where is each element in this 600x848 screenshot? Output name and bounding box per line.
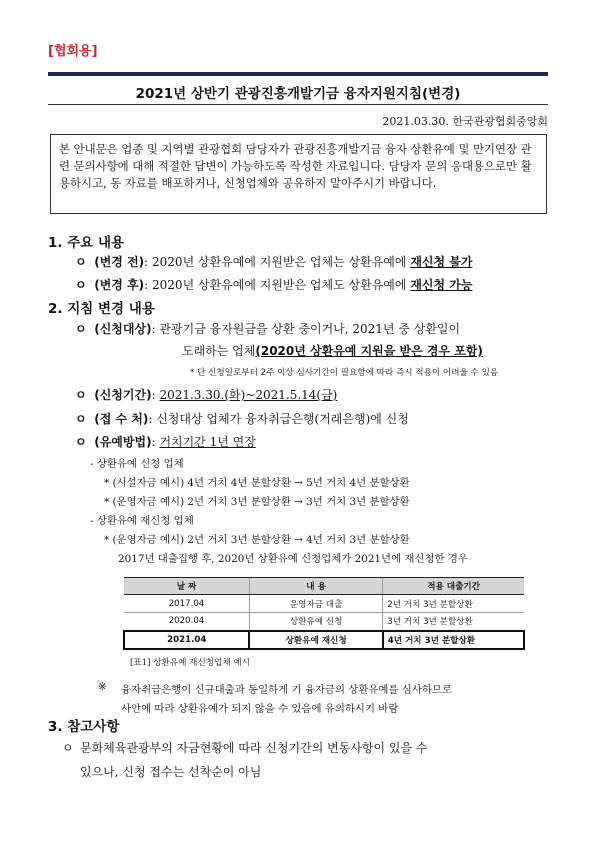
- target-note: * 단 신청일로부터 2주 이상 심사기간이 필요함에 따라 즉시 적용이 어려울 수 있음: [190, 368, 499, 378]
- after-text: : 2020년 상환유예에 지원받은 업체도 상환유예에: [144, 278, 411, 292]
- after-emphasis: 재신청 가능: [410, 278, 473, 292]
- period-label: (신청기간): [94, 388, 152, 402]
- bullet: ㅇ: [75, 255, 87, 269]
- document-tag: [협회용]: [48, 44, 98, 59]
- period-sep: :: [151, 388, 160, 402]
- target-row: [75, 320, 460, 337]
- section-2-heading: 2. 지침 변경 내용: [48, 301, 155, 317]
- detail-1b: * (운영자금 예시) 2년 거치 3년 분할상환 → 3년 거치 3년 분할상환: [104, 496, 410, 508]
- detail-1a: * (시설자금 예시) 4년 거치 4년 분할상환 → 5년 거치 4년 분할상환: [104, 477, 410, 489]
- date-line: 2021.03.30. 한국관광협회중앙회: [382, 115, 548, 128]
- office-label: (접 수 처): [94, 412, 149, 426]
- target-label: (신청대상): [94, 322, 152, 336]
- period-row: [75, 386, 337, 403]
- table-cell: 4년 거치 3년 분할상환: [383, 631, 524, 649]
- office-row: [75, 410, 409, 427]
- remark-line-1: 융자취급은행이 신규대출과 동일하게 기 융자금의 상환유예를 심사하므로: [121, 684, 452, 696]
- title-top-bar: [48, 72, 548, 76]
- title-divider: [48, 104, 548, 105]
- table-cell: 2017.04: [124, 595, 249, 613]
- target-text-2: 도래하는 업체: [182, 344, 256, 358]
- table-cell: 2021.04: [124, 631, 249, 649]
- remark-mark: ※: [98, 681, 107, 693]
- table-row: [124, 595, 524, 613]
- example-table: [123, 577, 525, 650]
- table-row: [124, 613, 524, 631]
- after-change-row: [75, 276, 472, 293]
- table-cell: 3년 거치 3년 분할상환: [383, 613, 524, 631]
- table-cell: 상환유예 재신청: [249, 631, 382, 649]
- detail-2a: * (운영자금 예시) 2년 거치 3년 분할상환 → 4년 거치 3년 분할상환: [104, 534, 410, 546]
- before-label: (변경 전): [94, 255, 145, 269]
- section-3-line-1: 문화체육관광부의 자금현황에 따라 신청기간의 변동사항이 있을 수: [80, 741, 428, 755]
- header-period: 적용 대출기간: [383, 578, 524, 595]
- before-emphasis: 재신청 불가: [410, 255, 473, 269]
- section-3-bullet: ㅇ: [62, 741, 74, 755]
- office-text: : 신청대상 업체가 융자취급은행(거래은행)에 신청: [148, 412, 409, 426]
- document-title: 2021년 상반기 관광진흥개발기금 융자지원지침(변경): [135, 86, 461, 102]
- after-label: (변경 후): [94, 278, 145, 292]
- bullet: ㅇ: [75, 435, 87, 449]
- method-value: 거치기간 1년 연장: [159, 435, 256, 449]
- detail-2: - 상환유예 재신청 업체: [90, 515, 194, 527]
- detail-2b: 2017년 대출집행 후, 2020년 상환유예 신청업체가 2021년에 재신청한 경우: [118, 553, 468, 565]
- detail-1: - 상환유예 신청 업체: [90, 458, 184, 470]
- section-1-heading: 1. 주요 내용: [48, 235, 125, 251]
- target-text: : 관광기금 융자원금을 상환 중이거나, 2021년 중 상환일이: [151, 322, 461, 336]
- target-emphasis: (2020년 상환유예 지원을 받은 경우 포함): [255, 344, 483, 358]
- table-cell: 2년 거치 3년 분할상환: [383, 595, 524, 613]
- table-header-row: [124, 578, 524, 595]
- before-change-row: [75, 253, 472, 270]
- method-row: [75, 433, 256, 450]
- table-caption: [표1] 상환유예 재신청업체 예시: [130, 658, 250, 668]
- section-3-heading: 3. 참고사항: [48, 719, 120, 735]
- header-date: 날 짜: [124, 578, 249, 595]
- bullet: ㅇ: [75, 278, 87, 292]
- before-text: : 2020년 상환유예에 지원받은 업체는 상환유예에: [144, 255, 411, 269]
- method-sep: :: [151, 435, 160, 449]
- bullet: ㅇ: [75, 412, 87, 426]
- header-content: 내 용: [249, 578, 382, 595]
- section-3-line-2: 있으나, 신청 접수는 선착순이 아님: [80, 765, 262, 779]
- period-value: 2021.3.30.(화)~2021.5.14(금): [159, 388, 338, 402]
- bullet: ㅇ: [75, 322, 87, 336]
- bullet: ㅇ: [75, 388, 87, 402]
- table-cell: 2020.04: [124, 613, 249, 631]
- table-cell: 상환유예 신청: [249, 613, 382, 631]
- method-label: (유예방법): [94, 435, 152, 449]
- remark-line-2: 사안에 따라 상환유예가 되지 않을 수 있음에 유의하시기 바람: [121, 703, 399, 715]
- table-cell: 운영자금 대출: [249, 595, 382, 613]
- target-row-2: [182, 342, 483, 359]
- table-row-highlighted: [124, 631, 524, 649]
- notice-box: 본 안내문은 업종 및 지역별 관광협회 담당자가 관광진흥개발기금 융자 상환유예 및 만기연장 관련 문의사항에 대해 적절한 답변이 가능하도록 작성한 자료입니다. 담당자 문의 응대용으로만 활용하시고, 동 자료를 배포하거나, 신청업체와 공유하지 말아주시기 바랍니다.: [50, 134, 547, 214]
